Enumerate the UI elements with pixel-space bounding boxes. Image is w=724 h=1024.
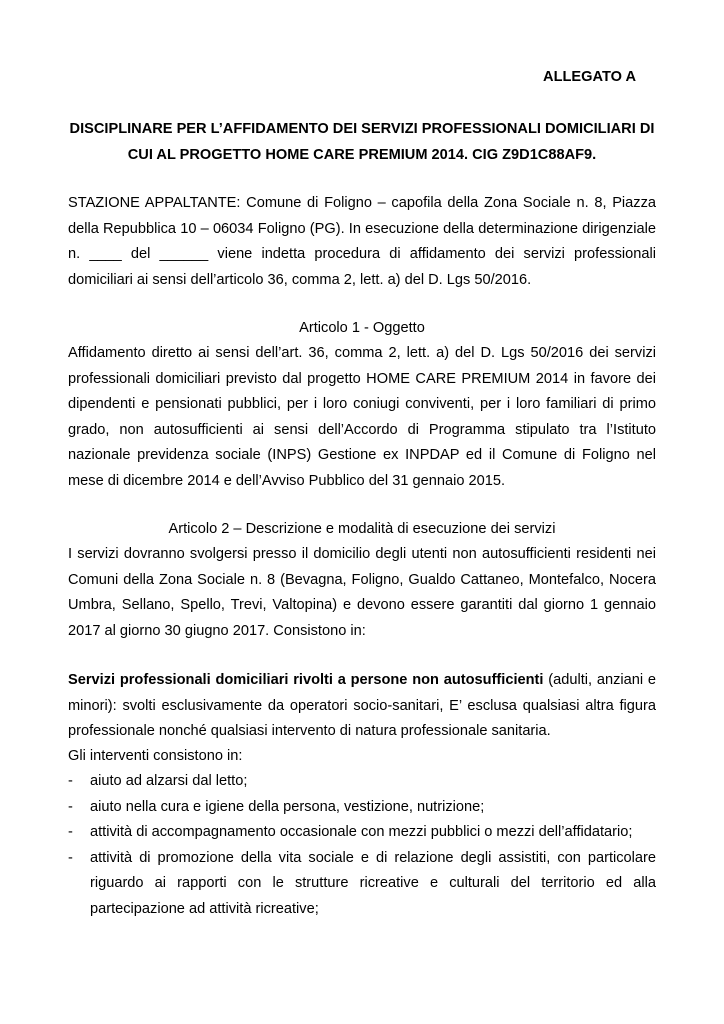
list-bullet: -	[68, 773, 73, 789]
servizi-paragraph	[68, 668, 656, 745]
list-item	[68, 846, 656, 923]
interventi-intro: Gli interventi consistono in:	[68, 748, 243, 764]
list-bullet: -	[68, 798, 73, 815]
list-item-text: attività di promozione della vita sociale e di relazione degli assistiti, con particolare riguardo ai rapporti con le strutture ricreative e culturali del territorio ed alla partecipazione ad attività ricreative;	[90, 849, 656, 917]
list-item-text: aiuto ad alzarsi dal letto;	[90, 773, 248, 789]
list-bullet: -	[68, 824, 73, 841]
list-bullet: -	[68, 849, 73, 866]
servizi-rest: (adulti, anziani e minori): svolti esclusivamente da operatori socio-sanitari, E’ esclusa qualsiasi altra figura professionale nonché qualsiasi intervento di natura professionale sanitaria.	[68, 672, 656, 740]
interventi-list	[68, 769, 656, 923]
document-title-line-1: DISCIPLINARE PER L’AFFIDAMENTO DEI SERVIZI PROFESSIONALI DOMICILIARI DI	[69, 121, 655, 137]
list-item	[68, 820, 656, 846]
allegato-label: ALLEGATO A	[543, 69, 636, 85]
articolo-2-body: I servizi dovranno svolgersi presso il domicilio degli utenti non autosufficienti residenti nei Comuni della Zona Sociale n. 8 (Bevagna, Foligno, Gualdo Cattaneo, Montefalco, Nocera Umbra, Sellano, Spello, Trevi, Valtopina) e devono essere garantiti dal giorno 1 gennaio 2017 al giorno 30 giugno 2017. Consistono in:	[68, 546, 656, 639]
servizi-bold-lead: Servizi professionali domiciliari rivolti a persone non autosufficienti	[68, 672, 544, 688]
document-title	[68, 117, 656, 168]
list-item-text: attività di accompagnamento occasionale con mezzi pubblici o mezzi dell’affidatario;	[90, 824, 633, 841]
list-item-text: aiuto nella cura e igiene della persona, vestizione, nutrizione;	[90, 798, 485, 815]
articolo-2-heading: Articolo 2 – Descrizione e modalità di esecuzione dei servizi	[168, 521, 556, 537]
list-item	[68, 795, 656, 821]
list-item	[68, 769, 656, 795]
articolo-1-heading: Articolo 1 - Oggetto	[299, 320, 425, 336]
document-title-line-2: CUI AL PROGETTO HOME CARE PREMIUM 2014. CIG Z9D1C88AF9.	[127, 146, 597, 163]
stazione-appaltante-paragraph: STAZIONE APPALTANTE: Comune di Foligno – capofila della Zona Sociale n. 8, Piazza della Repubblica 10 – 06034 Foligno (PG). In esecuzione della determinazione dirigenziale n. ____ del ______ viene indetta procedura di affidamento dei servizi professionali domiciliari ai sensi dell’articolo 36, comma 2, lett. a) del D. Lgs 50/2016.	[68, 195, 656, 288]
articolo-1-body: Affidamento diretto ai sensi dell’art. 36, comma 2, lett. a) del D. Lgs 50/2016 dei servizi professionali domiciliari previsto dal progetto HOME CARE PREMIUM 2014 in favore dei dipendenti e pensionati pubblici, per i loro coniugi conviventi, per i loro familiari di primo grado, non autosufficienti ai sensi dell’Accordo di Programma stipulato tra l’Istituto nazionale previdenza sociale (INPS) Gestione ex INPDAP ed il Comune di Foligno nel mese di dicembre 2014 e dell’Avviso Pubblico del 31 gennaio 2015.	[68, 345, 656, 489]
